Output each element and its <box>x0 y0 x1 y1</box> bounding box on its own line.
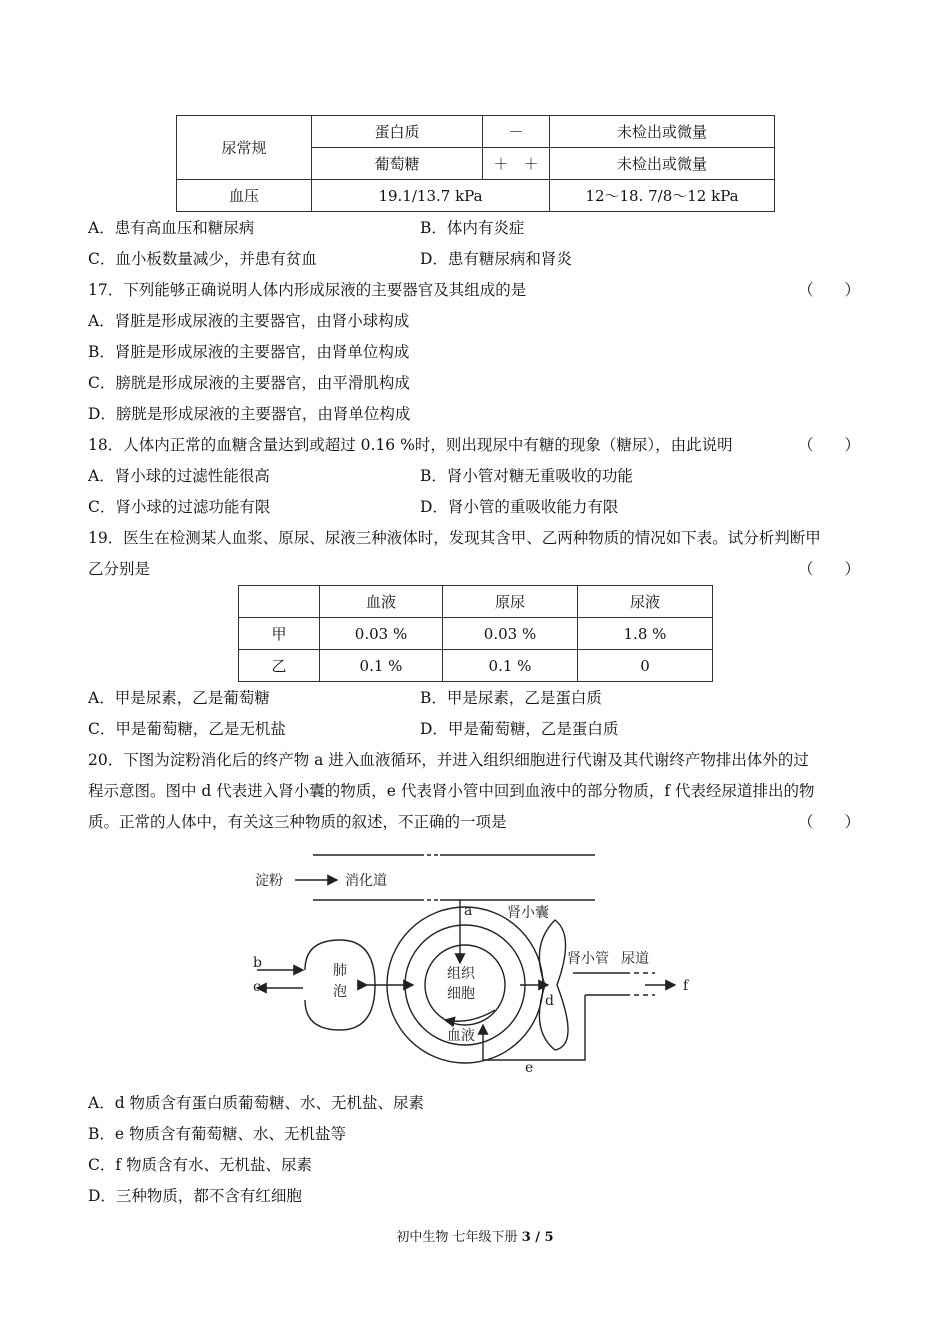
glucose-label: 葡萄糖 <box>312 148 483 180</box>
table-cell: 0 <box>578 650 713 682</box>
label-tissue-1: 组织 <box>447 966 475 982</box>
label-b: b <box>253 955 262 971</box>
q19-stem-line1: 19．医生在检测某人血浆、原尿、尿液三种液体时，发现其含甲、乙两种物质的情况如下表。试分析判断甲 <box>88 529 821 547</box>
label-bowman-capsule: 肾小囊 <box>507 905 549 921</box>
q19-answer-paren: （ ） <box>798 560 861 578</box>
q18-option-d: D．肾小管的重吸收能力有限 <box>420 498 619 516</box>
q19-option-b: B．甲是尿素，乙是蛋白质 <box>420 689 602 707</box>
label-renal-tubule: 肾小管 <box>567 951 609 967</box>
label-tissue-2: 细胞 <box>447 986 475 1002</box>
glucose-value: ＋ ＋ <box>483 148 550 180</box>
q20-option-a: A．d 物质含有蛋白质葡萄糖、水、无机盐、尿素 <box>88 1094 425 1112</box>
substance-table-header: 血液 <box>320 586 443 618</box>
q20-stem-line2: 程示意图。图中 d 代表进入肾小囊的物质，e 代表肾小管中回到血液中的部分物质，f 代表经尿道排出的物 <box>88 782 815 800</box>
lab-results-table <box>176 115 775 212</box>
q20-stem-line1: 20．下图为淀粉消化后的终产物 a 进入血液循环，并进入组织细胞进行代谢及其代谢终产物排出体外的过 <box>88 751 809 769</box>
q17-stem: 17．下列能够正确说明人体内形成尿液的主要器官及其组成的是 <box>88 281 527 299</box>
label-alveolus-1: 肺 <box>333 963 347 979</box>
arrow-e <box>483 995 585 1060</box>
label-digestive-tract: 消化道 <box>345 873 387 889</box>
q16-option-row-1 <box>88 218 254 238</box>
table-cell: 0.03 % <box>320 618 443 650</box>
glucose-normal: 未检出或微量 <box>550 148 775 180</box>
q16-option-c: C．血小板数量减少，并患有贫血 <box>88 250 317 268</box>
table-cell: 1.8 % <box>578 618 713 650</box>
blood-pressure-normal: 12～18. 7/8～12 kPa <box>550 180 775 212</box>
q19-stem-line2: 乙分别是 <box>88 560 151 578</box>
q17-option-b: B．肾脏是形成尿液的主要器官，由肾单位构成 <box>88 343 410 361</box>
q16-option-a: A．患有高血压和糖尿病 <box>88 219 255 237</box>
q18-option-a: A．肾小球的过滤性能很高 <box>88 467 270 485</box>
q18-option-b: B．肾小管对糖无重吸收的功能 <box>420 467 633 485</box>
page-number: 3 / 5 <box>521 1230 554 1245</box>
protein-normal: 未检出或微量 <box>550 116 775 148</box>
table-cell: 甲 <box>239 618 320 650</box>
page-footer <box>0 1226 950 1245</box>
substance-table <box>238 585 713 682</box>
label-f: f <box>683 978 689 994</box>
q19-option-d: D．甲是葡萄糖，乙是蛋白质 <box>420 720 619 738</box>
label-e: e <box>525 1060 534 1075</box>
q16-option-b: B．体内有炎症 <box>420 219 525 237</box>
q20-stem-line3: 质。正常的人体中，有关这三种物质的叙述，不正确的一项是 <box>88 813 507 831</box>
q17-option-a: A．肾脏是形成尿液的主要器官，由肾小球构成 <box>88 312 410 330</box>
blood-pressure-value: 19.1/13.7 kPa <box>312 180 550 212</box>
q17-answer-paren: （ ） <box>798 281 861 299</box>
label-a: a <box>464 903 473 919</box>
label-alveolus-2: 泡 <box>333 984 347 1000</box>
q20-option-c: C．f 物质含有水、无机盐、尿素 <box>88 1156 313 1174</box>
label-urethra: 尿道 <box>621 951 649 967</box>
q19-option-a: A．甲是尿素，乙是葡萄糖 <box>88 689 270 707</box>
metabolism-diagram <box>245 845 705 1075</box>
table-cell: 0.03 % <box>443 618 578 650</box>
q20-option-d: D．三种物质，都不含有红细胞 <box>88 1187 302 1205</box>
q17-option-d: D．膀胱是形成尿液的主要器官，由肾单位构成 <box>88 405 411 423</box>
label-blood: 血液 <box>447 1028 475 1044</box>
q16-option-d: D．患有糖尿病和肾炎 <box>420 250 572 268</box>
table-row <box>239 618 713 650</box>
table-cell: 乙 <box>239 650 320 682</box>
label-starch: 淀粉 <box>255 873 283 889</box>
q20-option-b: B．e 物质含有葡萄糖、水、无机盐等 <box>88 1125 346 1143</box>
tissue-cell-circle <box>425 945 505 1025</box>
substance-table-header <box>239 586 320 618</box>
q18-option-c: C．肾小球的过滤功能有限 <box>88 498 271 516</box>
urine-routine-header: 尿常规 <box>177 116 312 180</box>
q18-answer-paren: （ ） <box>798 436 861 454</box>
blood-circle-middle <box>405 925 525 1045</box>
q19-option-c: C．甲是葡萄糖，乙是无机盐 <box>88 720 286 738</box>
substance-table-header: 原尿 <box>443 586 578 618</box>
table-cell: 0.1 % <box>443 650 578 682</box>
q20-answer-paren: （ ） <box>798 813 861 831</box>
table-cell: 0.1 % <box>320 650 443 682</box>
protein-label: 蛋白质 <box>312 116 483 148</box>
protein-value: － <box>483 116 550 148</box>
q18-stem: 18．人体内正常的血糖含量达到或超过 0.16 %时，则出现尿中有糖的现象（糖尿），由此说明 <box>88 436 733 454</box>
label-c: c <box>253 979 261 995</box>
q17-option-c: C．膀胱是形成尿液的主要器官，由平滑肌构成 <box>88 374 410 392</box>
label-d: d <box>545 993 554 1009</box>
footer-text: 初中生物 七年级下册 <box>396 1230 522 1245</box>
substance-table-header: 尿液 <box>578 586 713 618</box>
table-row <box>239 650 713 682</box>
blood-flow-arrow <box>445 1010 495 1021</box>
blood-pressure-label: 血压 <box>177 180 312 212</box>
